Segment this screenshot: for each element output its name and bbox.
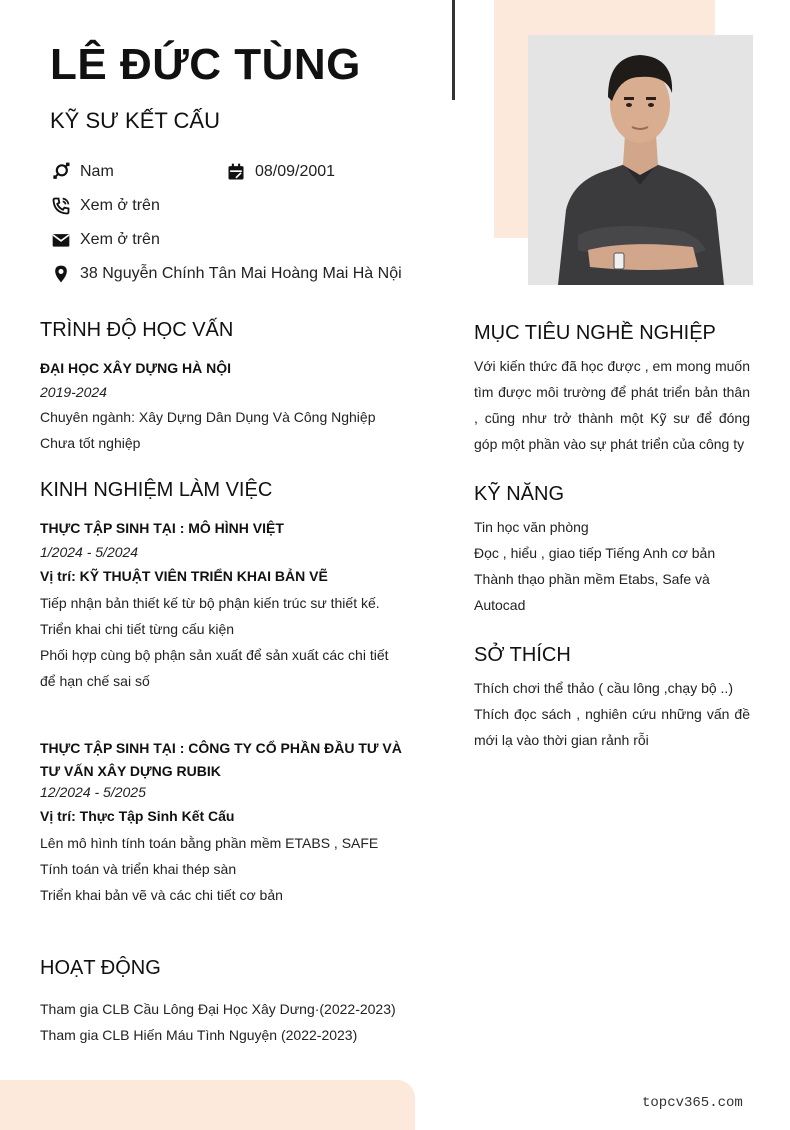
phone-value: Xem ở trên [80,197,160,214]
hobbies-heading: SỞ THÍCH [474,644,571,666]
objective-heading: MỤC TIÊU NGHỀ NGHIỆP [474,322,716,344]
job-company: THỰC TẬP SINH TẠI : MÔ HÌNH VIỆT [40,520,284,536]
job-task: Phối hợp cùng bộ phận sản xuất để sản xuất các chi tiết để hạn chế sai số [40,647,389,689]
job-position: Vị trí: Thực Tập Sinh Kết Cấu [40,808,235,824]
job-task: Tính toán và triển khai thép sàn [40,861,237,877]
job-task: Triển khai chi tiết từng cấu kiện [40,621,235,637]
job-period: 1/2024 - 5/2024 [40,544,139,560]
footer-watermark: topcv365.com [642,1095,743,1111]
job-position: Vị trí: KỸ THUẬT VIÊN TRIỂN KHAI BẢN VẼ [40,568,328,584]
job-task: Triển khai bản vẽ và các chi tiết cơ bản [40,887,283,903]
address-value: 38 Nguyễn Chính Tân Mai Hoàng Mai Hà Nội [80,265,402,282]
phone-row [50,195,160,217]
activities-heading: HOẠT ĐỘNG [40,957,161,979]
job-title: KỸ SƯ KẾT CẤU [50,108,220,133]
dob-row [225,161,335,183]
gender-icon [50,161,72,183]
email-value: Xem ở trên [80,231,160,248]
skill-item: Thành thạo phần mềm Etabs, Safe và Autocad [474,571,710,613]
gender-row [50,161,114,183]
phone-icon [50,195,72,217]
education-school: ĐẠI HỌC XÂY DỰNG HÀ NỘI [40,360,232,376]
location-pin-icon [50,263,72,285]
education-major: Chuyên ngành: Xây Dựng Dân Dụng Và Công Nghiệp [40,409,376,425]
activity-item: Tham gia CLB Cầu Lông Đại Học Xây Dưng·(2022-2023) [40,1001,396,1017]
email-row [50,229,160,251]
dob-value: 08/09/2001 [255,163,336,180]
skill-item: Tin học văn phòng [474,519,589,535]
objective-text: Với kiến thức đã học được , em mong muốn tìm được môi trường để phát triển bản thân , cũng như trở thành một Kỹ sư để đóng góp một phần vào sự phát triển của công ty [474,358,750,452]
skill-item: Đọc , hiểu , giao tiếp Tiếng Anh cơ bản [474,545,716,561]
address-row [50,263,402,285]
job-task: Tiếp nhận bản thiết kế từ bộ phận kiến trúc sư thiết kế. [40,595,380,611]
skills-heading: KỸ NĂNG [474,483,565,505]
activity-item: Tham gia CLB Hiến Máu Tình Nguyện (2022-2023) [40,1027,358,1043]
education-status: Chưa tốt nghiệp [40,435,141,451]
hobby-item: Thích chơi thể thảo ( cầu lông ,chạy bộ ..) [474,680,733,696]
footer-accent-bar [0,1080,415,1130]
calendar-icon [225,161,247,183]
job-company: THỰC TẬP SINH TẠI : CÔNG TY CỔ PHẦN ĐẦU TƯ VÀ TƯ VẤN XÂY DỰNG RUBIK [40,740,402,779]
education-period: 2019-2024 [40,384,107,400]
education-heading: TRÌNH ĐỘ HỌC VẤN [40,319,234,341]
envelope-icon [50,229,72,251]
profile-photo [528,35,753,285]
job-task: Lên mô hình tính toán bằng phần mềm ETABS , SAFE [40,835,379,851]
gender-value: Nam [80,163,114,180]
divider-line [452,0,455,100]
hobby-item: Thích đọc sách , nghiên cứu những vấn đề mới lạ vào thời gian rảnh rỗi [474,706,750,748]
candidate-name: LÊ ĐỨC TÙNG [50,40,361,89]
job-period: 12/2024 - 5/2025 [40,784,146,800]
experience-heading: KINH NGHIỆM LÀM VIỆC [40,479,273,501]
